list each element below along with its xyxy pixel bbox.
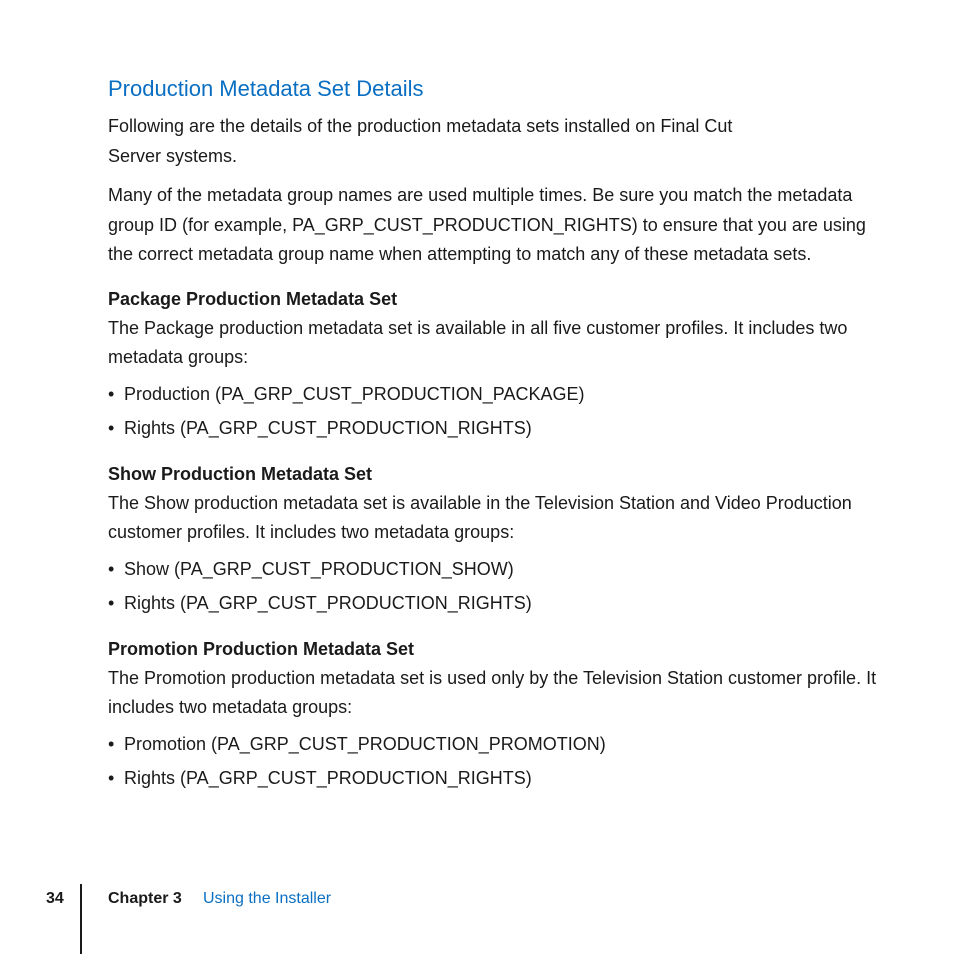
page-footer [0,884,954,954]
bullet-glyph: • [108,417,115,438]
list-item [108,586,888,620]
page-content [108,74,888,799]
list-item-text: Production (PA_GRP_CUST_PRODUCTION_PACKAGE) [124,383,585,404]
section-heading: Package Production Metadata Set [108,288,398,309]
bullet-list [108,727,888,795]
bullet-list [108,377,888,445]
bullet-glyph: • [108,592,115,613]
list-item [108,377,888,411]
list-item-text: Rights (PA_GRP_CUST_PRODUCTION_RIGHTS) [124,592,532,613]
chapter-title-link[interactable]: Using the Installer [203,890,332,907]
bullet-glyph: • [108,558,115,579]
section-body: The Package production metadata set is available in all five customer profiles. It includes two metadata groups: [108,317,848,367]
section-package [108,284,888,445]
list-item [108,761,888,795]
section-heading: Promotion Production Metadata Set [108,638,415,659]
list-item-text: Rights (PA_GRP_CUST_PRODUCTION_RIGHTS) [124,767,532,788]
list-item-text: Show (PA_GRP_CUST_PRODUCTION_SHOW) [124,558,514,579]
section-show [108,459,888,620]
section-body: The Show production metadata set is available in the Television Station and Video Production customer profiles. It includes two metadata groups: [108,492,852,542]
list-item [108,552,888,586]
page-title: Production Metadata Set Details [108,76,424,101]
list-item [108,727,888,761]
page-number: 34 [46,890,64,907]
list-item [108,411,888,445]
list-item-text: Promotion (PA_GRP_CUST_PRODUCTION_PROMOTION) [124,733,606,754]
section-heading: Show Production Metadata Set [108,463,373,484]
bullet-glyph: • [108,383,115,404]
section-promotion [108,634,888,795]
intro-paragraph-1: Following are the details of the production metadata sets installed on Final Cut Server systems. [108,116,733,166]
bullet-glyph: • [108,767,115,788]
list-item-text: Rights (PA_GRP_CUST_PRODUCTION_RIGHTS) [124,417,532,438]
chapter-label: Chapter 3 [108,890,182,907]
bullet-glyph: • [108,733,115,754]
bullet-list [108,552,888,620]
intro-paragraph-2: Many of the metadata group names are used multiple times. Be sure you match the metadata group ID (for example, PA_GRP_CUST_PRODUCTION_RIGHTS) to ensure that you are using the correct metadata group name when attempting to match any of these metadata sets. [108,185,866,264]
section-body: The Promotion production metadata set is used only by the Television Station customer profile. It includes two metadata groups: [108,667,877,717]
footer-divider [80,884,82,954]
